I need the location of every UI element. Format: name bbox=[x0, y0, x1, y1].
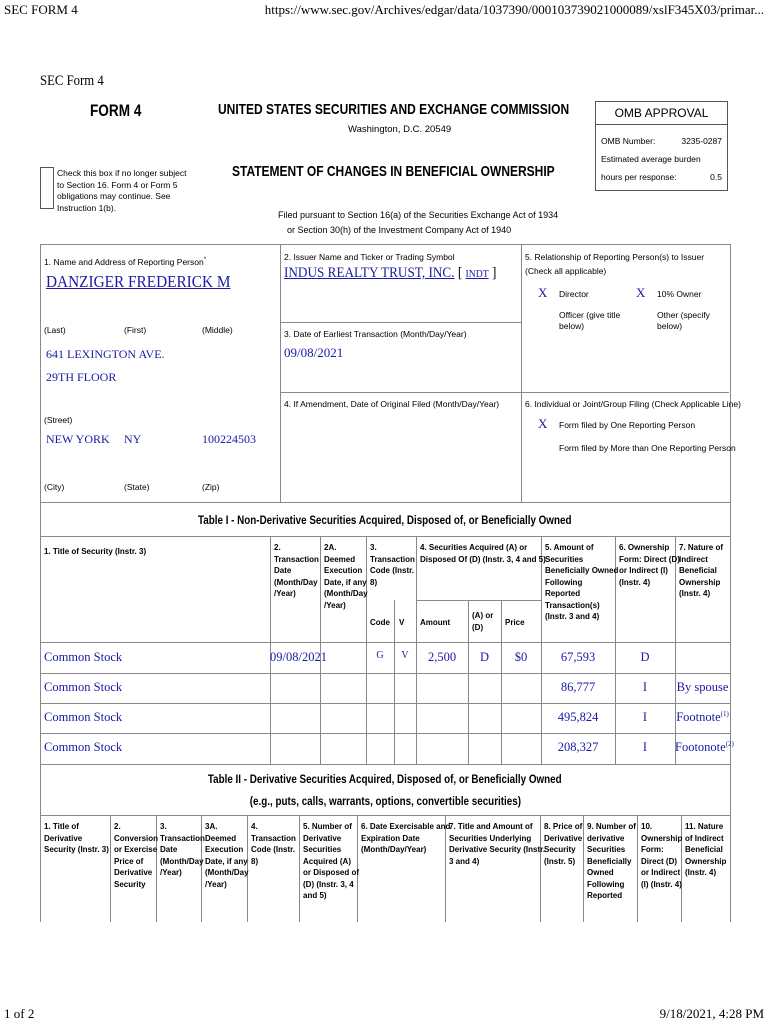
header-line: 10. bbox=[641, 822, 653, 831]
header-line: Deemed bbox=[324, 554, 356, 564]
header-line: 8. Price of bbox=[544, 822, 583, 831]
t1-h-acquired bbox=[420, 542, 546, 565]
one-person-label: Form filed by One Reporting Person bbox=[559, 420, 696, 430]
ten-percent-label: 10% Owner bbox=[657, 289, 702, 299]
header-line: Indirect bbox=[679, 554, 708, 564]
t2-h-exercisable bbox=[361, 821, 450, 856]
earliest-date-value: 09/08/2021 bbox=[284, 345, 344, 360]
header-line: Date, if any bbox=[205, 856, 248, 866]
header-line: derivative bbox=[587, 833, 625, 843]
header-line: Derivative bbox=[44, 833, 83, 843]
header-line: 3A. bbox=[205, 822, 218, 831]
header-line: 7. Title and Amount of bbox=[449, 822, 533, 831]
header-line: Securities Underlying bbox=[449, 833, 532, 843]
header-line: 8) bbox=[370, 577, 378, 587]
header-line: /Year) bbox=[205, 879, 227, 889]
header-line: (Instr. 4) bbox=[619, 577, 651, 587]
t1-h-ownership-form bbox=[619, 542, 680, 588]
t1-cell-amount: 2,500 bbox=[427, 650, 457, 664]
header-line: Derivative bbox=[303, 833, 342, 843]
header-line: of Indirect bbox=[685, 833, 724, 843]
header-line: Beneficially bbox=[587, 856, 632, 866]
t1-cell-nature: Footonote$^{(2)}$ bbox=[675, 740, 734, 755]
header-line: (Month/Day bbox=[324, 589, 368, 598]
t1-cell-title: Common Stock bbox=[44, 680, 123, 694]
header-line: and 5) bbox=[303, 891, 327, 900]
header-line: 8) bbox=[251, 856, 259, 866]
header-line: (Instr. 4) bbox=[685, 868, 717, 877]
sec-form-label: SEC Form 4 bbox=[40, 73, 104, 89]
t2-h-number-owned bbox=[587, 821, 636, 902]
t1-sub-code: Code bbox=[370, 618, 390, 627]
state-label: (State) bbox=[124, 482, 150, 492]
t1-cell-date: 09/08/2021 bbox=[270, 650, 327, 664]
footnote-ref: (1) bbox=[720, 710, 729, 718]
filed-pursuant-line1: Filed pursuant to Section 16(a) of the Securities Exchange Act of 1934 bbox=[278, 210, 559, 220]
t1-cell-form: I bbox=[642, 710, 648, 724]
header-line: 3. bbox=[160, 822, 167, 831]
header-line: (A) or bbox=[472, 611, 494, 620]
issuer-ticker-link[interactable]: INDT bbox=[465, 268, 489, 280]
t1-cell-form: I bbox=[642, 680, 648, 694]
header-line: Date bbox=[160, 845, 178, 854]
no-longer-subject-checkbox[interactable] bbox=[40, 167, 54, 209]
t2-h-conversion bbox=[114, 821, 158, 890]
header-line: Date, if any bbox=[324, 577, 367, 587]
header-line: (Month/Day bbox=[160, 856, 204, 866]
header-line: (Month/Day bbox=[205, 868, 249, 877]
header-line: 7. Nature of bbox=[679, 543, 724, 552]
footnote-ref: (2) bbox=[725, 740, 734, 748]
t1-cell-v: V bbox=[401, 650, 409, 661]
t1-h-date bbox=[274, 542, 319, 600]
header-line: Ownership bbox=[685, 856, 727, 866]
t1-h-nature bbox=[679, 542, 723, 600]
t1-cell-owned: 208,327 bbox=[557, 740, 599, 754]
print-url: https://www.sec.gov/Archives/edgar/data/1037390/000103739021000089/xslF345X03/primar... bbox=[264, 2, 764, 17]
header-line: Transaction bbox=[274, 554, 319, 564]
header-line: Code (Instr. bbox=[251, 845, 296, 854]
header-line: 3 and 4) bbox=[449, 856, 480, 866]
table-1-title: Table I - Non-Derivative Securities Acquired, Disposed of, or Beneficially Owned bbox=[198, 513, 572, 527]
header-line: or Indirect (I) bbox=[619, 566, 668, 575]
header-line: 2A. bbox=[324, 543, 337, 552]
t2-h-transaction-date bbox=[160, 821, 205, 879]
street-label: (Street) bbox=[44, 415, 73, 425]
officer-label-1: Officer (give title bbox=[559, 310, 621, 320]
city-label: (City) bbox=[44, 482, 65, 492]
header-line: 5. Amount of bbox=[545, 543, 594, 552]
header-line: /Year) bbox=[324, 600, 346, 610]
t1-cell-owned: 67,593 bbox=[560, 650, 596, 664]
statement-title: STATEMENT OF CHANGES IN BENEFICIAL OWNERSHIP bbox=[232, 163, 555, 180]
t1-h-title: 1. Title of Security (Instr. 3) bbox=[44, 547, 147, 556]
header-line: Reported bbox=[587, 891, 623, 900]
header-line: 6. Date Exercisable and bbox=[361, 822, 451, 831]
header-line: Owned bbox=[587, 868, 614, 877]
header-line: Expiration Date bbox=[361, 833, 420, 843]
checkbox-text: Check this box if no longer subject to Section 16. Form 4 or Form 5 obligations may continue. See Instruction 1(b). bbox=[57, 168, 187, 213]
t2-h-code bbox=[251, 821, 296, 867]
header-line: 5. Number of bbox=[303, 822, 352, 831]
header-line: Acquired (A) bbox=[303, 856, 351, 866]
header-line: Form: bbox=[641, 845, 664, 854]
t1-h-code bbox=[370, 542, 415, 588]
agency-location: Washington, D.C. 20549 bbox=[348, 124, 452, 135]
print-page-number: 1 of 2 bbox=[4, 1006, 35, 1021]
header-line: 11. Nature bbox=[685, 822, 724, 831]
director-mark: X bbox=[538, 285, 548, 300]
filed-pursuant-line2: or Section 30(h) of the Investment Company Act of 1940 bbox=[287, 225, 512, 235]
header-line: Derivative bbox=[544, 833, 583, 843]
t1-sub-ad bbox=[472, 610, 493, 633]
header-line: (Instr. 4) bbox=[679, 589, 711, 598]
header-line: Reported bbox=[545, 589, 581, 598]
zip-value: 100224503 bbox=[202, 432, 256, 446]
t1-cell-title: Common Stock bbox=[44, 650, 123, 664]
header-line: Ownership bbox=[679, 577, 721, 587]
header-line: 4. Securities Acquired (A) or bbox=[420, 543, 528, 552]
header-line: 1. Title of bbox=[44, 822, 79, 831]
table-2-subtitle: (e.g., puts, calls, warrants, options, convertible securities) bbox=[249, 794, 521, 808]
header-line: Securities bbox=[587, 845, 626, 854]
officer-label-2: below) bbox=[559, 321, 585, 331]
header-line: (D) bbox=[472, 622, 484, 632]
header-line: Transaction bbox=[370, 554, 415, 564]
header-line: Securities bbox=[303, 845, 342, 854]
t2-h-underlying bbox=[449, 821, 545, 867]
t1-h-amount-owned bbox=[545, 542, 618, 623]
table-2-title: Table II - Derivative Securities Acquired, Disposed of, or Beneficially Owned bbox=[208, 772, 562, 786]
omb-number-value: 3235-0287 bbox=[681, 136, 722, 146]
header-line: Direct (D) bbox=[641, 856, 678, 866]
agency-title: UNITED STATES SECURITIES AND EXCHANGE COMMISSION bbox=[218, 101, 570, 118]
t1-cell-form: D bbox=[640, 650, 650, 664]
header-line: Following bbox=[545, 577, 583, 587]
amendment-label: 4. If Amendment, Date of Original Filed (Month/Day/Year) bbox=[284, 399, 500, 409]
header-line: 4. bbox=[251, 822, 258, 831]
header-line: Execution bbox=[205, 845, 244, 854]
header-line: Security bbox=[544, 845, 576, 854]
header-line: Transaction bbox=[251, 833, 296, 843]
t2-h-deemed bbox=[205, 821, 249, 890]
t2-h-number bbox=[303, 821, 359, 902]
header-line: /Year) bbox=[160, 868, 182, 877]
header-line: Derivative bbox=[114, 868, 153, 877]
t1-cell-ad: D bbox=[479, 650, 490, 664]
city-value: NEW YORK bbox=[46, 432, 110, 446]
header-line: 2. bbox=[114, 822, 121, 831]
omb-approval-box bbox=[595, 101, 728, 191]
header-line: (D) (Instr. 3, 4 bbox=[303, 879, 354, 889]
header-line: 9. Number of bbox=[587, 822, 636, 831]
omb-number-label: OMB Number: bbox=[601, 136, 656, 146]
t1-cell-title: Common Stock bbox=[44, 710, 123, 724]
relationship-sublabel: (Check all applicable) bbox=[525, 266, 607, 276]
one-person-mark: X bbox=[538, 416, 548, 431]
header-line: Ownership bbox=[641, 833, 683, 843]
t1-sub-price: Price bbox=[505, 618, 525, 627]
header-line: Date bbox=[274, 566, 292, 575]
header-line: Security (Instr. 3) bbox=[44, 845, 109, 854]
t1-cell-code: G bbox=[376, 650, 384, 661]
header-line: Security bbox=[114, 879, 146, 889]
omb-burden-label: Estimated average burden bbox=[601, 154, 701, 164]
director-label: Director bbox=[559, 289, 589, 299]
print-datetime: 9/18/2021, 4:28 PM bbox=[659, 1006, 764, 1021]
header-line: (Instr. 5) bbox=[544, 856, 576, 866]
header-line: Securities bbox=[545, 554, 584, 564]
header-line: or Indirect bbox=[641, 868, 681, 877]
header-line: (Month/Day bbox=[274, 577, 318, 587]
address-line1: 641 LEXINGTON AVE. bbox=[46, 347, 165, 361]
header-line: Deemed bbox=[205, 833, 237, 843]
t1-cell-owned: 86,777 bbox=[560, 680, 596, 694]
header-line: 3. bbox=[370, 543, 377, 552]
t1-sub-v: V bbox=[399, 618, 405, 627]
middle-label: (Middle) bbox=[202, 325, 233, 335]
issuer-name-row: INDUS REALTY TRUST, INC. [ INDT ] bbox=[284, 265, 497, 281]
print-tab-title: SEC FORM 4 bbox=[4, 2, 78, 17]
omb-hours-label: hours per response: bbox=[601, 172, 677, 182]
header-line: Derivative Security (Instr. bbox=[449, 845, 546, 854]
header-line: (Month/Day/Year) bbox=[361, 845, 427, 854]
t2-h-title bbox=[44, 821, 109, 856]
header-line: Execution bbox=[324, 566, 363, 575]
header-line: Transaction bbox=[160, 833, 205, 843]
t1-cell-form: I bbox=[642, 740, 648, 754]
zip-label: (Zip) bbox=[202, 482, 220, 492]
header-line: 2. bbox=[274, 543, 281, 552]
header-line: Price of bbox=[114, 856, 144, 866]
header-line: or Exercise bbox=[114, 845, 158, 854]
header-line: Code (Instr. bbox=[370, 566, 415, 575]
header-line: Beneficial bbox=[679, 566, 717, 575]
relationship-label: 5. Relationship of Reporting Person(s) to Issuer bbox=[525, 252, 705, 262]
header-line: Disposed Of (D) (Instr. 3, 4 and 5) bbox=[420, 554, 546, 564]
earliest-date-label: 3. Date of Earliest Transaction (Month/Day/Year) bbox=[284, 329, 467, 339]
t1-cell-owned: 495,824 bbox=[557, 710, 599, 724]
reporting-person-label: 1. Name and Address of Reporting Person* bbox=[44, 256, 207, 267]
t1-cell-title: Common Stock bbox=[44, 740, 123, 754]
omb-hours-value: 0.5 bbox=[710, 172, 722, 182]
t2-h-ownership-form bbox=[641, 821, 682, 890]
header-line: Form: Direct (D) bbox=[619, 554, 680, 564]
header-line: Beneficial bbox=[685, 845, 723, 854]
header-line: (Instr. 3 and 4) bbox=[545, 612, 600, 621]
header-line: 6. Ownership bbox=[619, 543, 670, 552]
header-line: or Disposed of bbox=[303, 868, 360, 877]
header-line: Following bbox=[587, 879, 625, 889]
other-label-1: Other (specify bbox=[657, 310, 710, 320]
ten-percent-mark: X bbox=[636, 285, 646, 300]
t1-cell-price: $0 bbox=[514, 650, 528, 664]
t2-h-price bbox=[544, 821, 582, 867]
t1-h-deemed bbox=[324, 542, 368, 611]
state-value: NY bbox=[124, 432, 142, 446]
other-label-2: below) bbox=[657, 321, 683, 331]
more-persons-label: Form filed by More than One Reporting Person bbox=[559, 443, 736, 453]
last-label: (Last) bbox=[44, 325, 66, 335]
form-title: FORM 4 bbox=[90, 101, 142, 120]
header-line: (I) (Instr. 4) bbox=[641, 879, 682, 889]
header-line: Beneficially Owned bbox=[545, 566, 619, 575]
header-line: /Year) bbox=[274, 589, 296, 598]
issuer-name-link[interactable]: INDUS REALTY TRUST, INC. bbox=[284, 265, 455, 281]
omb-title: OMB APPROVAL bbox=[596, 102, 727, 125]
issuer-label: 2. Issuer Name and Ticker or Trading Symbol bbox=[284, 252, 455, 262]
reporting-person-name-link[interactable]: DANZIGER FREDERICK M bbox=[46, 272, 231, 291]
filing-label: 6. Individual or Joint/Group Filing (Check Applicable Line) bbox=[525, 399, 741, 409]
first-label: (First) bbox=[124, 325, 147, 335]
header-line: Transaction(s) bbox=[545, 600, 600, 610]
address-line2: 29TH FLOOR bbox=[46, 370, 117, 384]
t1-cell-nature: By spouse bbox=[676, 680, 729, 694]
header-line: Conversion bbox=[114, 833, 159, 843]
t1-cell-nature: Footnote$^{(1)}$ bbox=[676, 710, 729, 725]
t2-h-nature bbox=[685, 821, 726, 879]
t1-sub-amount: Amount bbox=[420, 618, 451, 627]
